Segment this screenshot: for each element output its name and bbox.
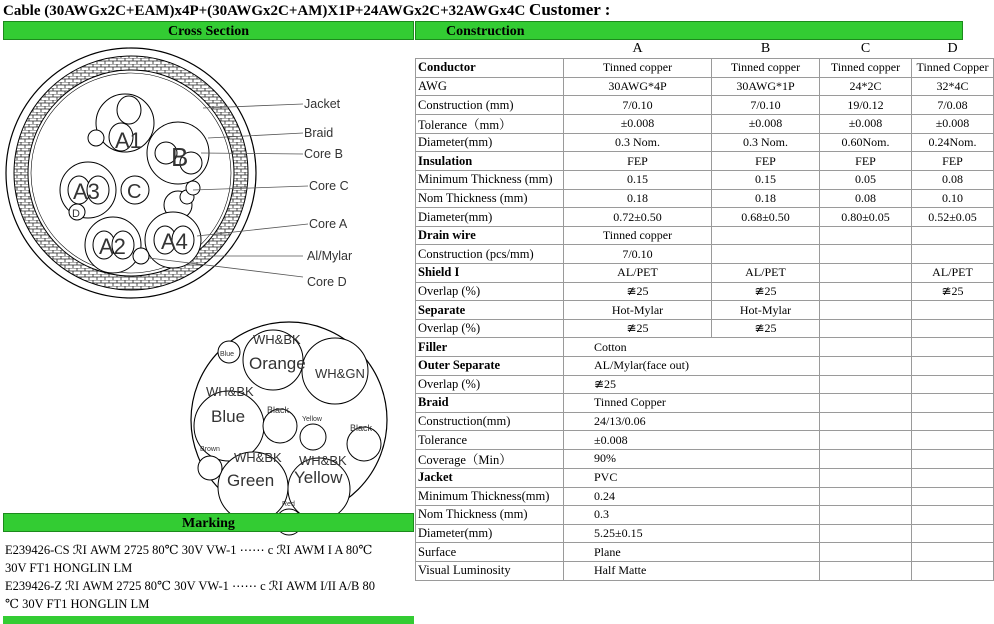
table-cell [912, 394, 994, 413]
table-row [416, 431, 994, 450]
table-cell [912, 375, 994, 394]
table-cell: 7/0.10 [564, 245, 712, 264]
label-c: C [127, 181, 142, 203]
table-row [416, 524, 994, 543]
table-cell: 19/0.12 [820, 96, 912, 115]
table-row [416, 319, 994, 338]
pair-b [147, 122, 209, 184]
table-row [416, 338, 994, 357]
table-row [416, 171, 994, 190]
construction-table [415, 40, 994, 581]
table-cell [712, 226, 820, 245]
table-cell [712, 394, 820, 413]
table-cell: 7/0.10 [712, 96, 820, 115]
table-cell: FEP [712, 152, 820, 171]
label-a4: A4 [161, 229, 188, 254]
table-cell: ≇25 [712, 319, 820, 338]
cable-title: Cable (30AWGx2C+EAM)x4P+(30AWGx2C+AM)X1P+24AWGx2C+32AWGx4C [3, 3, 526, 19]
detail-brown: Brown [200, 446, 220, 453]
table-cell [912, 431, 994, 450]
table-row [416, 208, 994, 227]
pair-c [121, 176, 149, 204]
table-row [416, 375, 994, 394]
table-cell: 0.24 [564, 487, 712, 506]
table-cell [912, 226, 994, 245]
detail-small-blue: Blue [220, 351, 235, 358]
table-cell: ±0.008 [564, 114, 712, 133]
row-label: Outer Separate [416, 357, 564, 376]
row-label: Conductor [416, 59, 564, 78]
callout-core-a: Core A [309, 217, 348, 231]
label-a1: A1 [115, 128, 142, 153]
table-row [416, 449, 994, 468]
table-cell [820, 449, 912, 468]
table-cell [912, 506, 994, 525]
table-cell [912, 468, 994, 487]
table-row [416, 282, 994, 301]
table-cell [820, 412, 912, 431]
table-row [416, 394, 994, 413]
table-cell: ≇25 [712, 282, 820, 301]
row-label: Construction (pcs/mm) [416, 245, 564, 264]
table-row [416, 357, 994, 376]
detail-whbk-1: WH&BK [253, 332, 301, 347]
table-cell: 30AWG*1P [712, 77, 820, 96]
detail-black-2: Black [350, 423, 373, 433]
table-cell: 32*4C [912, 77, 994, 96]
table-row [416, 152, 994, 171]
table-cell: ±0.008 [564, 431, 712, 450]
table-cell: Hot-Mylar [712, 301, 820, 320]
table-cell: 0.52±0.05 [912, 208, 994, 227]
row-label: Shield I [416, 264, 564, 283]
table-cell: 0.10 [912, 189, 994, 208]
table-cell [820, 487, 912, 506]
table-cell [912, 338, 994, 357]
bottom-bar [3, 616, 414, 624]
table-cell [912, 524, 994, 543]
table-cell: 24*2C [820, 77, 912, 96]
table-cell [912, 319, 994, 338]
table-cell: Plane [564, 543, 712, 562]
table-cell [820, 431, 912, 450]
table-cell: ≇25 [912, 282, 994, 301]
table-cell [712, 506, 820, 525]
row-label: Overlap (%) [416, 282, 564, 301]
detail-blue: Blue [211, 407, 246, 426]
row-label: Tolerance（mm） [416, 114, 564, 133]
table-cell: 0.08 [820, 189, 912, 208]
table-cell [712, 524, 820, 543]
table-cell: ≇25 [564, 282, 712, 301]
table-cell [712, 375, 820, 394]
table-cell [820, 282, 912, 301]
label-a2: A2 [99, 234, 126, 259]
table-cell [820, 319, 912, 338]
table-cell: AL/PET [564, 264, 712, 283]
row-label: Drain wire [416, 226, 564, 245]
table-cell [820, 357, 912, 376]
row-label: Overlap (%) [416, 319, 564, 338]
row-label: Construction (mm) [416, 96, 564, 115]
row-label: Nom Thickness (mm) [416, 189, 564, 208]
row-label: Minimum Thickness (mm) [416, 171, 564, 190]
row-label: Surface [416, 543, 564, 562]
table-cell [820, 543, 912, 562]
row-label: Nom Thickness (mm) [416, 506, 564, 525]
row-label: Diameter(mm) [416, 208, 564, 227]
table-cell: ±0.008 [912, 114, 994, 133]
table-cell [912, 449, 994, 468]
table-cell [820, 561, 912, 580]
table-cell: Tinned Copper [564, 394, 712, 413]
table-cell: 0.15 [712, 171, 820, 190]
row-label: Tolerance [416, 431, 564, 450]
detail-red: Red [282, 501, 295, 508]
cross-section-header: Cross Section [3, 21, 414, 40]
row-label: Jacket [416, 468, 564, 487]
table-cell: Cotton [564, 338, 712, 357]
pair-a4 [145, 212, 201, 268]
row-label: Braid [416, 394, 564, 413]
detail-whbk-2: WH&BK [206, 384, 254, 399]
table-cell: 0.3 Nom. [712, 133, 820, 152]
table-cell [712, 487, 820, 506]
detail-section [191, 322, 387, 535]
table-cell: Tinned copper [712, 59, 820, 78]
detail-whbk-3: WH&BK [234, 450, 282, 465]
table-cell: Tinned Copper [912, 59, 994, 78]
construction-header: Construction [415, 21, 963, 40]
callout-core-b: Core B [304, 147, 343, 161]
column-c: C [860, 41, 871, 57]
row-label: Separate [416, 301, 564, 320]
table-cell: AL/Mylar(face out) [564, 357, 712, 376]
table-cell [712, 449, 820, 468]
table-cell: FEP [820, 152, 912, 171]
left-panel [3, 21, 414, 621]
table-cell [912, 487, 994, 506]
pair-a2 [85, 217, 141, 273]
table-cell: PVC [564, 468, 712, 487]
table-cell [820, 301, 912, 320]
row-label: Overlap (%) [416, 375, 564, 394]
marking-header: Marking [3, 513, 414, 532]
table-row [416, 96, 994, 115]
table-cell [912, 412, 994, 431]
table-cell: 5.25±0.15 [564, 524, 712, 543]
row-label: Insulation [416, 152, 564, 171]
table-cell [820, 394, 912, 413]
callout-jacket: Jacket [304, 97, 341, 111]
table-cell [820, 338, 912, 357]
label-a3: A3 [73, 179, 100, 204]
table-cell: AL/PET [912, 264, 994, 283]
table-cell: FEP [564, 152, 712, 171]
table-row [416, 59, 994, 78]
table-cell [712, 245, 820, 264]
table-row [416, 561, 994, 580]
table-cell: Tinned copper [564, 59, 712, 78]
table-cell: 0.68±0.50 [712, 208, 820, 227]
callout-braid: Braid [304, 126, 334, 140]
table-cell: 7/0.10 [564, 96, 712, 115]
table-cell [820, 468, 912, 487]
table-cell [820, 375, 912, 394]
row-label: Diameter(mm) [416, 133, 564, 152]
table-row [416, 77, 994, 96]
row-label: Minimum Thickness(mm) [416, 487, 564, 506]
marking-line-1: E239426-CS ℛІ AWM 2725 80℃ 30V VW-1 ⋯⋯ c ℛІ AWM I A 80℃ [5, 543, 373, 557]
table-cell: ±0.008 [820, 114, 912, 133]
table-cell: Half Matte [564, 561, 712, 580]
table-row [416, 468, 994, 487]
table-cell: 0.18 [712, 189, 820, 208]
detail-orange: Orange [249, 354, 306, 373]
table-cell [912, 245, 994, 264]
table-cell: 0.3 Nom. [564, 133, 712, 152]
table-cell: 0.72±0.50 [564, 208, 712, 227]
label-d: D [72, 208, 80, 220]
column-header-row [416, 40, 994, 59]
table-row [416, 506, 994, 525]
table-cell: 0.15 [564, 171, 712, 190]
table-cell [712, 431, 820, 450]
table-cell: 90% [564, 449, 712, 468]
callout-core-c: Core C [309, 179, 349, 193]
detail-whbk-4: WH&BK [299, 453, 347, 468]
row-label: Coverage（Min） [416, 449, 564, 468]
table-row [416, 543, 994, 562]
table-cell: ≇25 [564, 375, 712, 394]
table-cell: 0.18 [564, 189, 712, 208]
table-cell [712, 412, 820, 431]
row-label: Visual Luminosity [416, 561, 564, 580]
row-label: Diameter(mm) [416, 524, 564, 543]
row-label: Construction(mm) [416, 412, 564, 431]
label-b: B [171, 142, 189, 172]
pair-a1 [96, 94, 154, 153]
detail-whgn: WH&GN [315, 366, 365, 381]
marking-line-2: 30V FT1 HONGLIN LM [5, 561, 133, 575]
table-cell [820, 245, 912, 264]
marking-text [5, 541, 413, 613]
table-cell [712, 468, 820, 487]
table-cell: FEP [912, 152, 994, 171]
pair-a3 [60, 162, 116, 218]
table-row [416, 487, 994, 506]
table-cell: ±0.008 [712, 114, 820, 133]
table-row [416, 189, 994, 208]
table-cell: 0.3 [564, 506, 712, 525]
table-cell: 0.24Nom. [912, 133, 994, 152]
table-row [416, 226, 994, 245]
construction-panel [415, 21, 989, 581]
detail-small-yellow: Yellow [302, 416, 322, 423]
table-cell: ≇25 [564, 319, 712, 338]
detail-green: Green [227, 471, 275, 490]
marking-line-4: ℃ 30V FT1 HONGLIN LM [5, 597, 150, 611]
table-row [416, 245, 994, 264]
table-cell: Tinned copper [564, 226, 712, 245]
table-cell [912, 357, 994, 376]
table-cell: 0.80±0.05 [820, 208, 912, 227]
row-label: AWG [416, 77, 564, 96]
table-cell [712, 338, 820, 357]
table-cell [712, 357, 820, 376]
table-cell [712, 543, 820, 562]
table-cell: 0.08 [912, 171, 994, 190]
table-cell: 30AWG*4P [564, 77, 712, 96]
table-cell [912, 301, 994, 320]
table-cell [820, 506, 912, 525]
table-row [416, 114, 994, 133]
column-b: B [760, 41, 771, 57]
table-cell: Tinned copper [820, 59, 912, 78]
table-row [416, 412, 994, 431]
table-row [416, 264, 994, 283]
table-cell [912, 561, 994, 580]
column-a: A [632, 41, 643, 57]
table-row [416, 133, 994, 152]
table-cell: 0.60Nom. [820, 133, 912, 152]
customer-label: Customer : [529, 0, 611, 19]
detail-yellow: Yellow [294, 468, 343, 487]
cross-section-drawing [3, 40, 414, 531]
column-d: D [947, 41, 958, 57]
table-cell [820, 264, 912, 283]
table-cell: Hot-Mylar [564, 301, 712, 320]
row-label: Filler [416, 338, 564, 357]
detail-black-1: Black [267, 405, 290, 415]
table-cell [712, 561, 820, 580]
table-cell: AL/PET [712, 264, 820, 283]
table-cell: 7/0.08 [912, 96, 994, 115]
table-cell [820, 226, 912, 245]
table-cell: 0.05 [820, 171, 912, 190]
callout-al-mylar: Al/Mylar [307, 249, 353, 263]
marking-line-3: E239426-Z ℛІ AWM 2725 80℃ 30V VW-1 ⋯⋯ c ℛІ AWM I/II A/B 80 [5, 579, 375, 593]
table-cell [912, 543, 994, 562]
table-cell: 24/13/0.06 [564, 412, 712, 431]
callout-core-d: Core D [307, 275, 347, 289]
table-cell [820, 524, 912, 543]
page-title [3, 0, 610, 20]
table-row [416, 301, 994, 320]
